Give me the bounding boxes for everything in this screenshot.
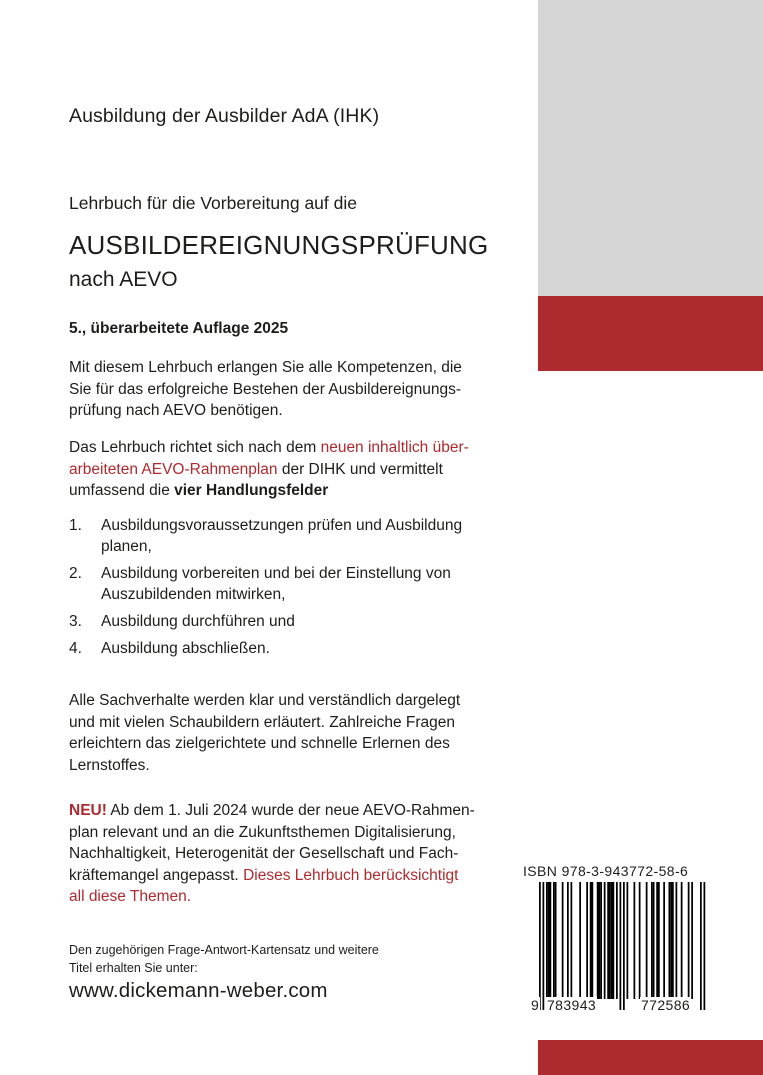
barcode-bar	[646, 882, 648, 999]
news-paragraph	[69, 800, 475, 908]
barcode-bar	[620, 882, 622, 1010]
barcode-bar	[607, 882, 609, 999]
red-footer-block	[538, 1040, 763, 1075]
text-line: prüfung nach AEVO benötigen.	[69, 402, 283, 419]
didactics-paragraph	[69, 690, 460, 776]
text-line: Mit diesem Lehrbuch erlangen Sie alle Kompetenzen, die	[69, 359, 462, 376]
barcode-digits-right: 772586	[641, 997, 691, 1013]
list-number: 1.	[69, 517, 82, 534]
barcode-bar	[691, 882, 693, 999]
barcode-bar	[700, 882, 702, 1010]
barcode-bar	[670, 882, 672, 999]
barcode-bar	[567, 882, 569, 999]
text-line: Das Lehrbuch richtet sich nach dem neuen inhaltlich über-	[69, 439, 469, 456]
barcode-bar	[609, 882, 611, 999]
barcode-bar	[639, 882, 641, 999]
barcode-bar	[656, 882, 658, 999]
list-item: 4. Ausbildung abschließen.	[69, 640, 270, 657]
barcode-bar	[672, 882, 674, 999]
description-paragraph	[69, 357, 462, 422]
highlight-text: Dieses Lehrbuch berücksichtigt	[243, 866, 459, 884]
text-line: Den zugehörigen Frage-Antwort-Kartensatz und weitere	[69, 943, 379, 957]
barcode-bar	[562, 882, 564, 999]
barcode-bar	[704, 882, 706, 1010]
barcode-bar	[555, 882, 557, 999]
barcode-bar	[550, 882, 552, 999]
barcode-bar	[546, 882, 548, 999]
barcode-bar	[688, 882, 690, 999]
list-number: 3.	[69, 613, 82, 630]
barcode-bar	[613, 882, 615, 999]
barcode-bar	[539, 882, 541, 1010]
publisher-website: www.dickemann-weber.com	[69, 979, 328, 1002]
barcode-bar	[634, 882, 636, 999]
list-item: 1. Ausbildungsvoraussetzungen prüfen und Ausbildung planen,	[69, 517, 463, 555]
red-color-block	[538, 296, 763, 371]
text-line: Lernstoffes.	[69, 756, 150, 774]
text-line: kräftemangel angepasst. Dieses Lehrbuch berücksichtigt	[69, 866, 459, 884]
barcode-bar	[597, 882, 599, 999]
new-badge: NEU!	[69, 802, 107, 819]
barcode-bar	[663, 882, 665, 999]
barcode-bar	[669, 882, 671, 999]
text-line: Titel erhalten Sie unter:	[69, 960, 198, 975]
list-number: 4.	[69, 640, 82, 657]
text-line: arbeiteten AEVO-Rahmenplan der DIHK und vermittelt	[69, 460, 443, 478]
text-line: Nachhaltigkeit, Heterogenität der Gesellschaft und Fach-	[69, 845, 459, 862]
barcode-digits-left: 783943	[547, 997, 597, 1013]
barcode-bar	[592, 882, 594, 999]
highlight-text: neuen inhaltlich über-	[320, 439, 469, 456]
handlungsfelder-list	[69, 515, 462, 665]
text-line: erleichtern das zielgerichtete und schnelle Erlernen des	[69, 735, 450, 752]
barcode-bar	[548, 882, 550, 999]
text-line: Sie für das erfolgreiche Bestehen der Ausbildereignungs-	[69, 380, 462, 398]
barcode-bar	[681, 882, 683, 999]
barcode-digit-first: 9	[531, 997, 540, 1013]
text-line: und mit vielen Schaubildern erläutert. Zahlreiche Fragen	[69, 713, 455, 731]
isbn-label: ISBN 978-3-943772-58-6	[523, 863, 689, 879]
text-line: NEU! Ab dem 1. Juli 2024 wurde der neue AEVO-Rahmen-	[69, 802, 475, 819]
barcode-bar	[623, 882, 625, 1010]
text-line: Alle Sachverhalte werden klar und verständlich dargelegt	[69, 692, 461, 709]
highlight-text: all diese Themen.	[69, 888, 192, 905]
barcode-bar	[553, 882, 555, 999]
highlight-text: arbeiteten AEVO-Rahmenplan	[69, 460, 278, 478]
edition-label: 5., überarbeitete Auflage 2025	[69, 320, 289, 337]
barcode-bar	[658, 882, 660, 999]
rahmenplan-paragraph	[69, 437, 469, 502]
barcode-bar	[627, 882, 629, 999]
publisher-note	[69, 942, 379, 977]
list-item: 2. Ausbildung vorbereiten und bei der Einstellung von Auszubildenden mitwirken,	[69, 565, 451, 603]
barcode-bar	[676, 882, 678, 999]
barcode-bar	[604, 882, 606, 999]
barcode-bar	[543, 882, 545, 1010]
list-item: 3. Ausbildung durchführen und	[69, 613, 295, 630]
barcode-bar	[579, 882, 581, 999]
barcode-bar	[599, 882, 601, 999]
headline-subtitle: nach AEVO	[69, 268, 178, 291]
barcode-bar	[616, 882, 618, 999]
barcode-bar	[590, 882, 592, 999]
intro-line: Lehrbuch für die Vorbereitung auf die	[69, 193, 357, 213]
text-line: plan relevant und an die Zukunftsthemen Digitalisierung,	[69, 823, 456, 841]
list-number: 2.	[69, 565, 82, 582]
gray-color-block	[538, 0, 763, 296]
text-line: umfassend die vier Handlungsfelder	[69, 482, 329, 499]
barcode-bar	[600, 882, 602, 999]
barcode-bar	[651, 882, 653, 999]
barcode-bar	[653, 882, 655, 999]
series-title: Ausbildung der Ausbilder AdA (IHK)	[69, 105, 380, 127]
barcode-bar	[611, 882, 613, 999]
book-headline: AUSBILDEREIGNUNGSPRÜFUNG	[69, 230, 489, 260]
bold-text: vier Handlungsfelder	[174, 482, 329, 499]
barcode-bar	[571, 882, 573, 999]
barcode-bar	[586, 882, 588, 999]
